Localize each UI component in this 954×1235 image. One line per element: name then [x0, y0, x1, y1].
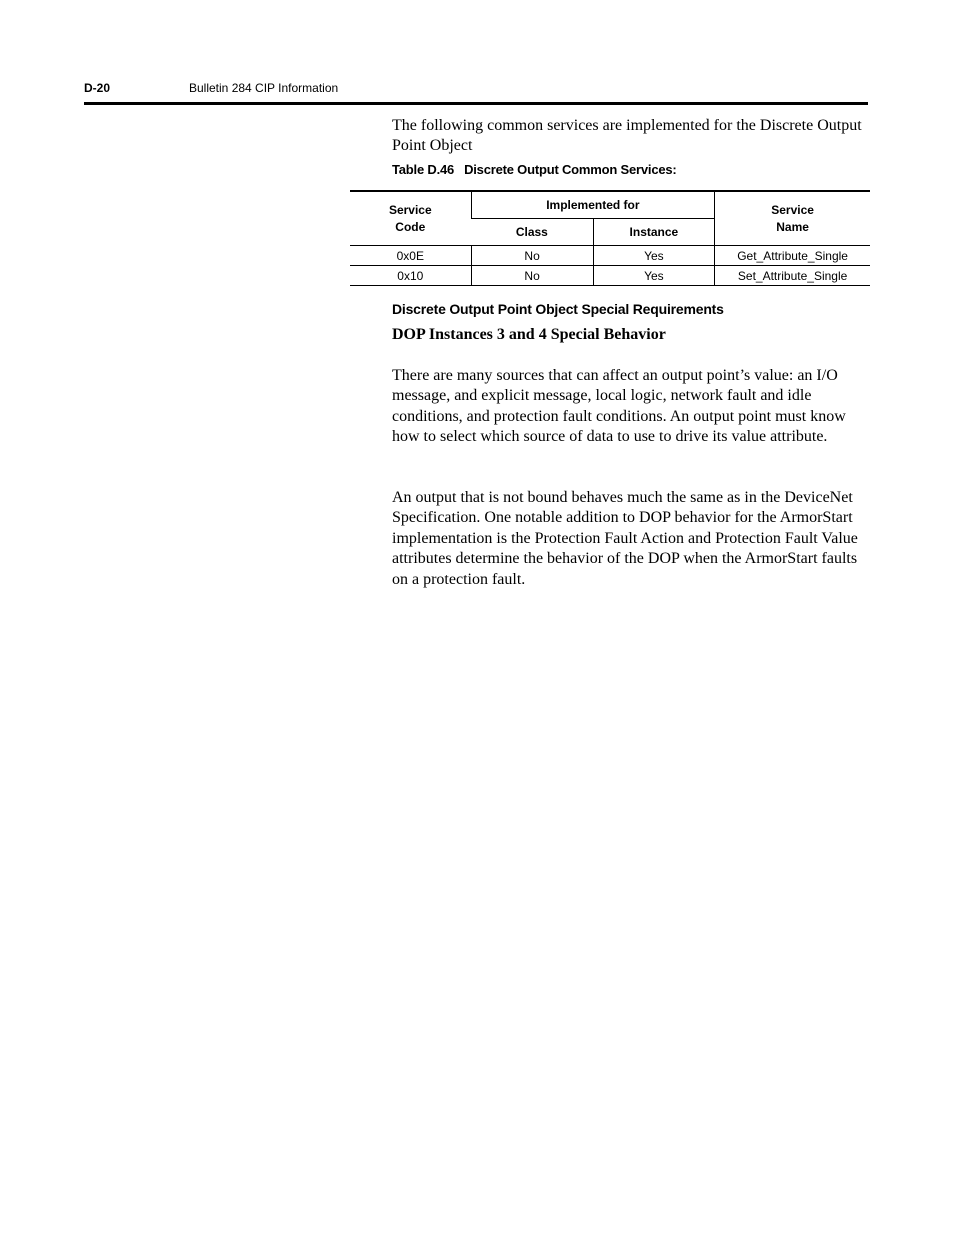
table-caption-number: Table D.46: [392, 162, 455, 177]
header-service-name: Service Name: [715, 191, 870, 246]
body-paragraph: An output that is not bound behaves much the same as in the DeviceNet Specification. One notable addition to DOP behavior for the ArmorStart implementation is the Protection Fault Action and Protection Fault Value attributes determine the behavior of the DOP when the ArmorStart faults on a protection fault.: [392, 489, 858, 588]
header-instance: Instance: [593, 219, 715, 246]
table-row: [350, 246, 870, 266]
common-services-table: [350, 190, 870, 286]
header-implemented-for: Implemented for: [471, 191, 715, 219]
cell-class: No: [471, 246, 593, 266]
section-heading: Discrete Output Point Object Special Requirements: [392, 301, 724, 317]
table-caption-title: Discrete Output Common Services:: [464, 162, 677, 177]
running-title: Bulletin 284 CIP Information: [189, 81, 339, 95]
header-class: Class: [515, 225, 548, 239]
table-caption: [392, 162, 677, 177]
page-header: [84, 80, 868, 105]
table-row: [350, 266, 870, 286]
header-service-code: Service Code: [350, 191, 471, 246]
section-subheading: DOP Instances 3 and 4 Special Behavior: [392, 326, 666, 343]
cell-service-name: Get_Attribute_Single: [715, 246, 870, 266]
cell-service-code: 0x0E: [350, 246, 471, 266]
intro-paragraph: The following common services are implemented for the Discrete Output Point Object: [392, 117, 862, 154]
cell-instance: Yes: [593, 266, 715, 286]
page-number: D-20: [84, 81, 111, 95]
cell-service-name: Set_Attribute_Single: [715, 266, 870, 286]
cell-instance: Yes: [593, 246, 715, 266]
cell-service-code: 0x10: [350, 266, 471, 286]
body-paragraph: There are many sources that can affect an output point’s value: an I/O message, and explicit message, local logic, network fault and idle conditions, and protection fault conditions. An output point must know how to select which source of data to use to drive its value attribute.: [392, 367, 846, 446]
cell-class: No: [471, 266, 593, 286]
